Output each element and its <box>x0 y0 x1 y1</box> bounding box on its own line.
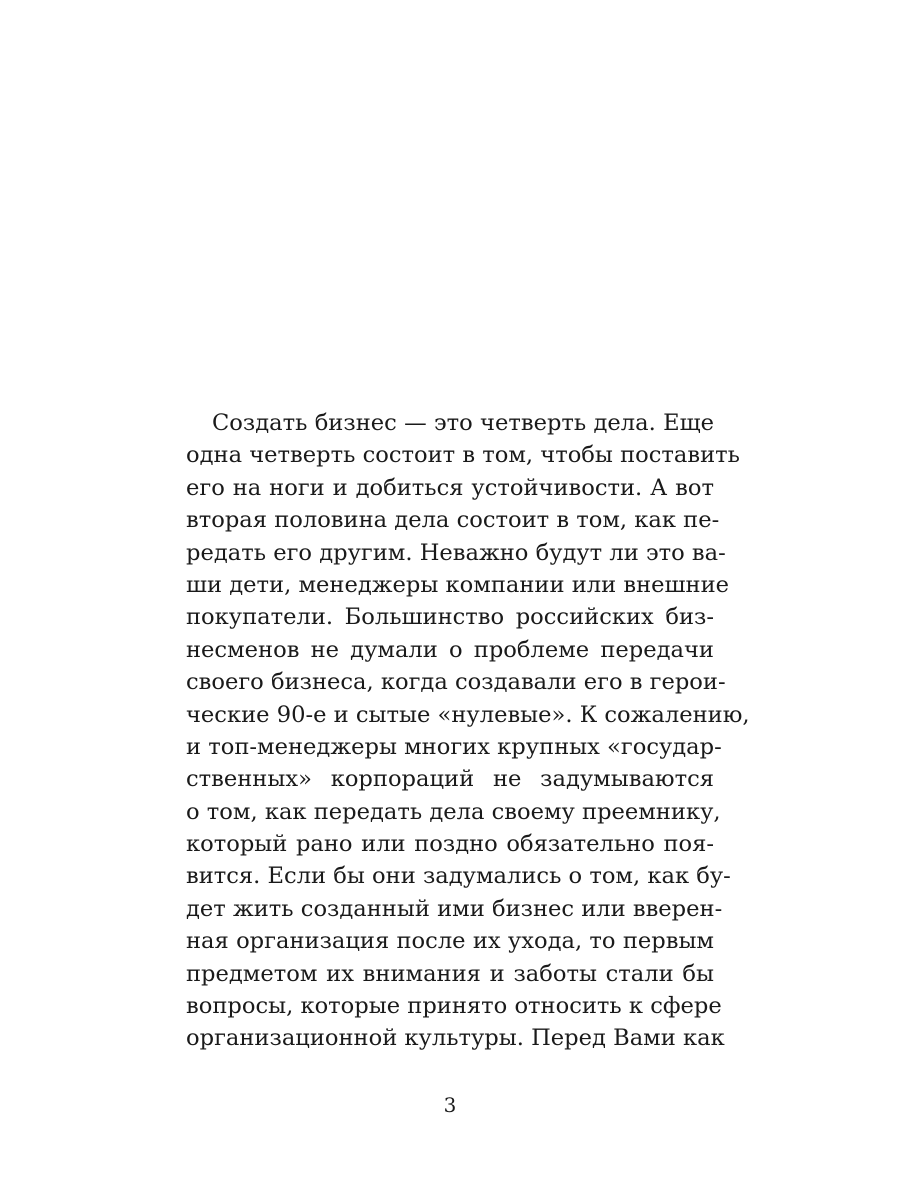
text-line: организационной культуры. Перед Вами как <box>186 1025 725 1052</box>
text-line: предметом их внимания и заботы стали бы <box>186 960 714 987</box>
text-line: вторая половина дела состоит в том, как пе- <box>186 507 720 534</box>
text-line: дет жить созданный ими бизнес или вверен- <box>186 895 723 922</box>
text-line: покупатели. Большинство российских биз- <box>186 604 714 631</box>
text-line: вопросы, которые принято относить к сфере <box>186 993 722 1020</box>
text-line: Создать бизнес — это четверть дела. Еще <box>212 410 714 436</box>
text-line: ная организация после их ухода, то первым <box>186 928 714 955</box>
text-line: и топ-менеджеры многих крупных «государ- <box>186 733 722 760</box>
text-line: несменов не думали о проблеме передачи <box>186 636 714 663</box>
text-line: ственных» корпораций не задумываются <box>186 766 714 793</box>
text-line: о том, как передать дела своему преемнику, <box>186 798 721 825</box>
text-line: одна четверть состоит в том, чтобы поставить <box>186 442 740 469</box>
text-line: ши дети, менеджеры компании или внешние <box>186 571 730 598</box>
text-line: своего бизнеса, когда создавали его в герои- <box>186 669 726 696</box>
text-line: который рано или поздно обязательно поя- <box>186 831 714 858</box>
text-line: вится. Если бы они задумались о том, как бу- <box>186 863 731 890</box>
text-line: его на ноги и добиться устойчивости. А вот <box>186 474 714 501</box>
text-line: редать его другим. Неважно будут ли это ва- <box>186 539 726 566</box>
page-number: 3 <box>443 1093 457 1117</box>
body-paragraph <box>186 407 750 1055</box>
text-line: ческие 90-е и сытые «нулевые». К сожалению, <box>186 701 750 728</box>
